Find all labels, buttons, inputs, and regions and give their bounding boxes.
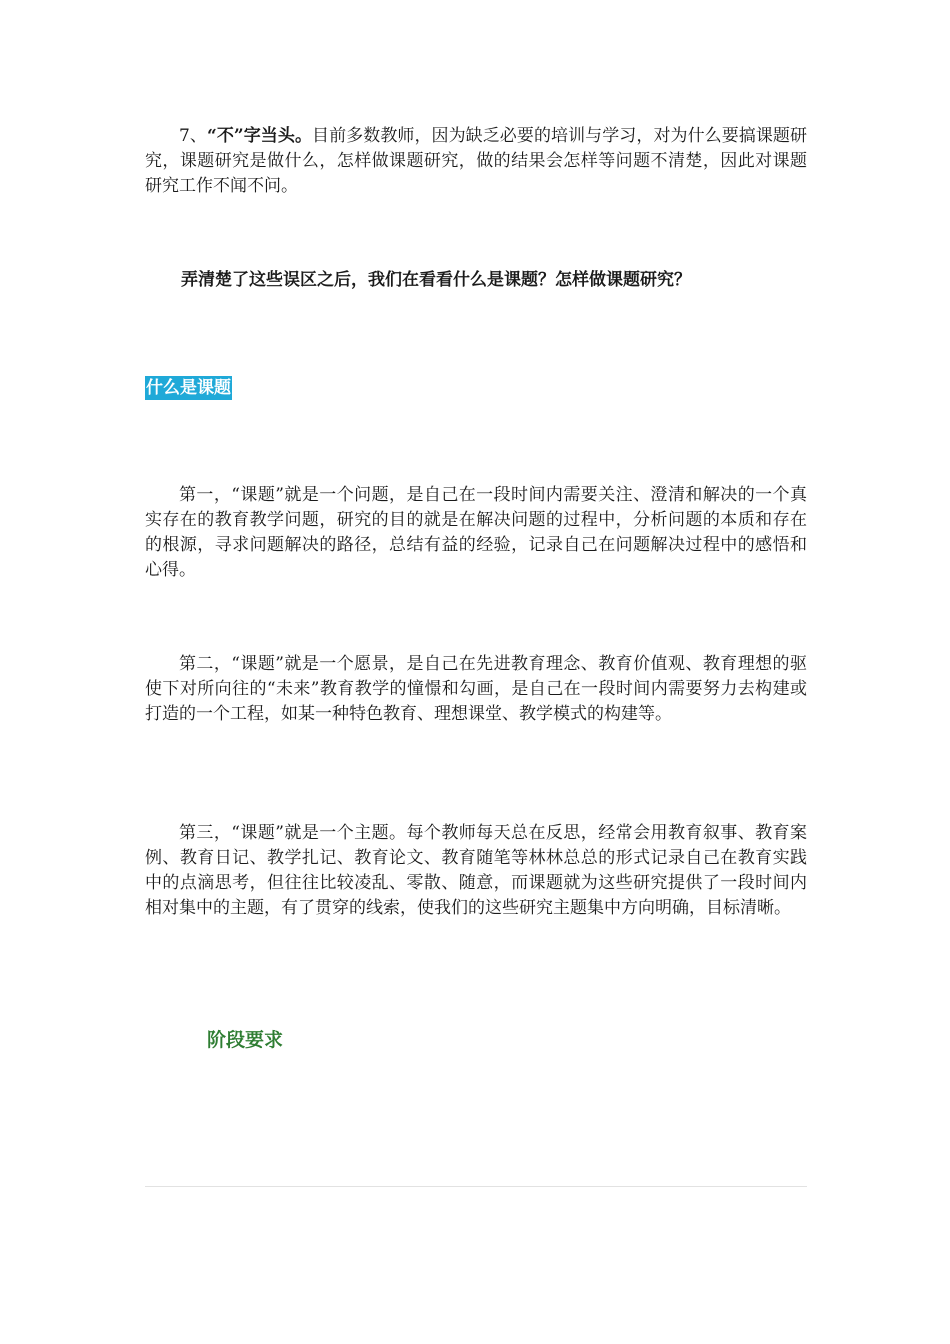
point-heading: “不”字当头。: [206, 126, 313, 146]
paragraph-third: 第三，“课题”就是一个主题。每个教师每天总在反思，经常会用教育叙事、教育案例、教育日记、教学扎记、教育论文、教育随笔等林林总总的形式记录自己在教育实践中的点滴思考，但往往比较凌乱、零散、随意，而课题就为这些研究提供了一段时间内相对集中的主题，有了贯穿的线索，使我们的这些研究主题集中方向明确，目标清晰。: [145, 823, 807, 918]
point-number: 7、: [179, 126, 207, 146]
paragraph-point-7: [145, 124, 807, 199]
point-body: 目前多数教师，因为缺乏必要的培训与学习，对为什么要搞课题研究，课题研究是做什么，怎样做课题研究，做的结果会怎样等问题不清楚，因此对课题研究工作不闻不问。: [145, 126, 808, 196]
paragraph-first: 第一，“课题”就是一个问题，是自己在一段时间内需要关注、澄清和解决的一个真实存在的教育教学问题，研究的目的就是在解决问题的过程中，分析问题的本质和存在的根源，寻求问题解决的路径，总结有益的经验，记录自己在问题解决过程中的感悟和心得。: [145, 485, 807, 580]
paragraph-second: 第二，“课题”就是一个愿景，是自己在先进教育理念、教育价值观、教育理想的驱使下对所向往的“未来”教育教学的憧憬和勾画，是自己在一段时间内需要努力去构建或打造的一个工程，如某一种特色教育、理想课堂、教学模式的构建等。: [145, 654, 807, 724]
transition-sentence: 弄清楚了这些误区之后，我们在看看什么是课题？怎样做课题研究？: [181, 270, 691, 290]
horizontal-divider: [145, 1186, 807, 1187]
section-heading-stage-requirements: 阶段要求: [207, 1029, 284, 1051]
section-heading-what-is-topic: 什么是课题: [146, 378, 231, 398]
